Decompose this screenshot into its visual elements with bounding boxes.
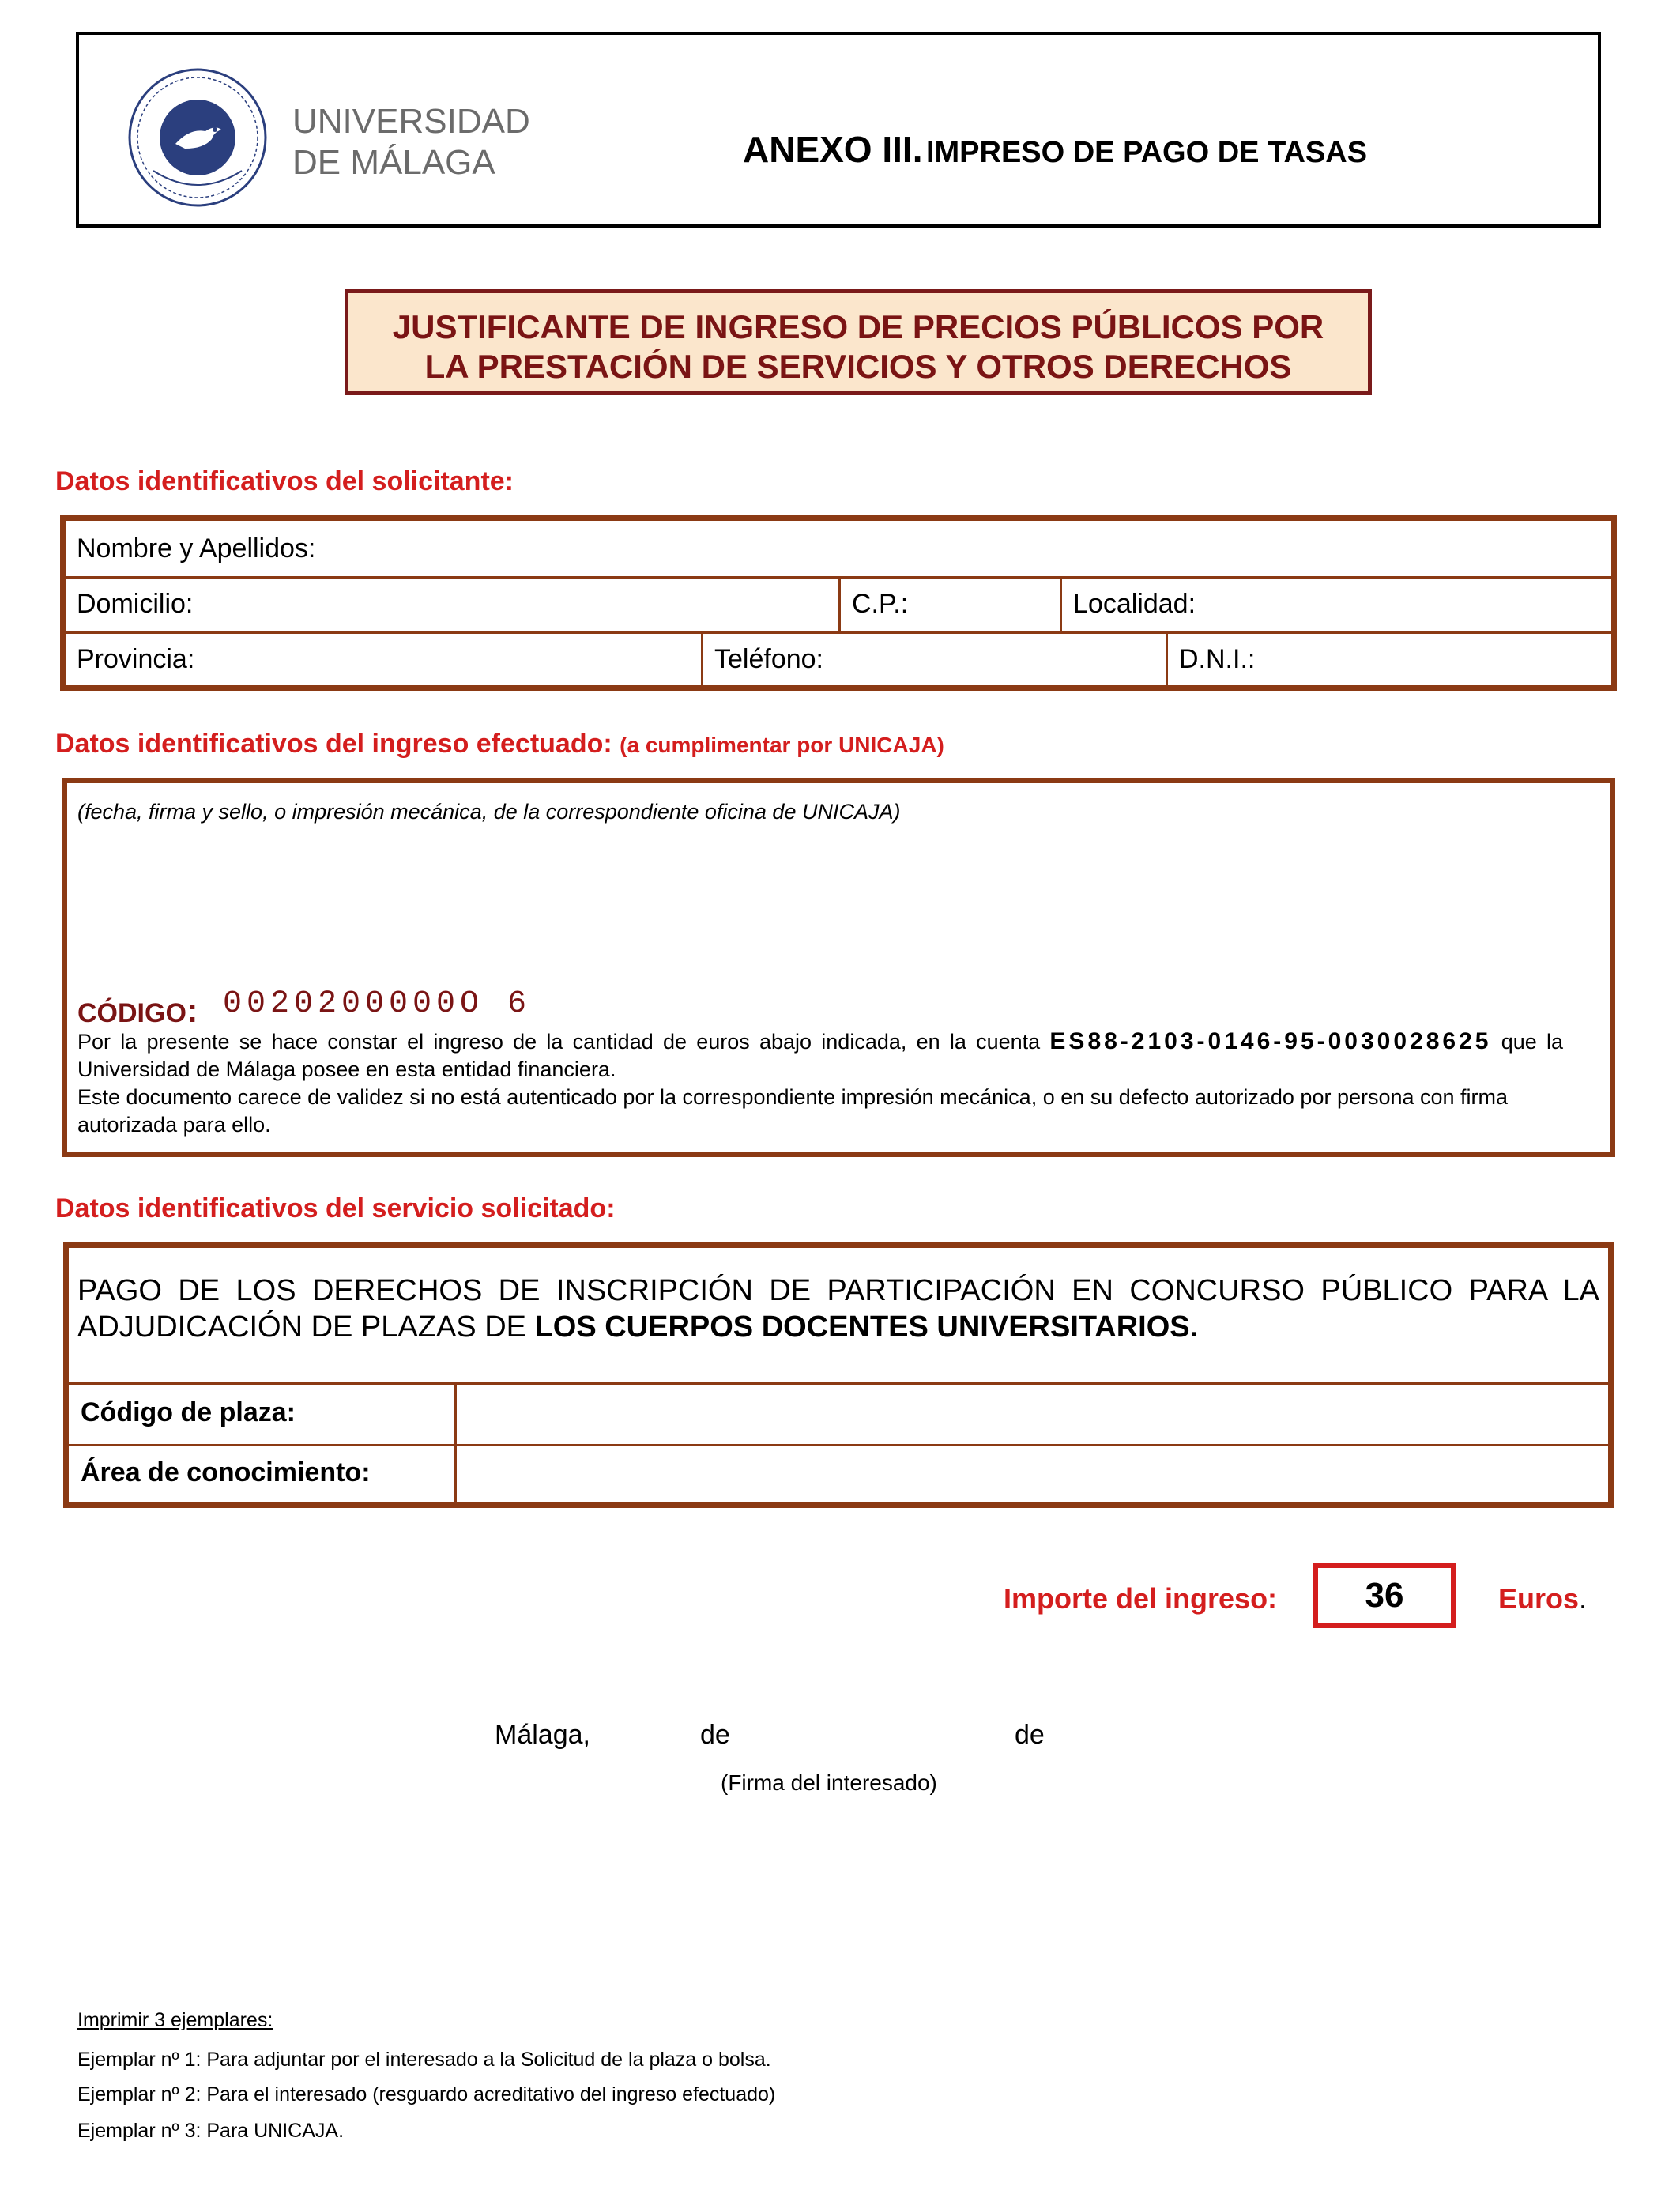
applicant-section-label: Datos identificativos del solicitante:: [55, 466, 514, 496]
account-text-after: que la Universidad de Málaga posee en esta entidad financiera.: [77, 1030, 1563, 1081]
importe-value: 36: [1313, 1563, 1456, 1628]
university-name: [292, 101, 530, 183]
footer-copy-2: Ejemplar nº 2: Para el interesado (resguardo acreditativo del ingreso efectuado): [77, 2083, 776, 2105]
signature-city: Málaga,: [495, 1720, 590, 1750]
codigo-label-text: CÓDIGO: [77, 998, 186, 1028]
provincia-field[interactable]: Provincia:: [77, 644, 195, 674]
area-conocimiento-input[interactable]: [457, 1446, 1606, 1503]
service-description: [77, 1272, 1599, 1345]
signature-caption: (Firma del interesado): [721, 1770, 937, 1795]
signature-de-1: de: [700, 1720, 730, 1750]
applicant-table: [60, 515, 1617, 691]
document-title-box: [345, 289, 1372, 395]
document-title-line2: LA PRESTACIÓN DE SERVICIOS Y OTROS DERECHOS: [424, 348, 1292, 385]
footer-copy-1: Ejemplar nº 1: Para adjuntar por el interesado a la Solicitud de la plaza o bolsa.: [77, 2049, 771, 2071]
currency-text: Euros: [1498, 1582, 1580, 1615]
domicilio-field[interactable]: Domicilio:: [77, 589, 194, 619]
area-conocimiento-label: Área de conocimiento:: [81, 1457, 371, 1487]
account-text-before: Por la presente se hace constar el ingreso de la cantidad de euros abajo indicada, en la cuenta: [77, 1030, 1050, 1054]
codigo-plaza-label: Código de plaza:: [81, 1397, 296, 1427]
university-name-line2: DE MÁLAGA: [292, 143, 495, 182]
service-description-plain: PAGO DE LOS DERECHOS DE INSCRIPCIÓN DE PARTICIPACIÓN EN CONCURSO PÚBLICO PARA LA ADJUDICACIÓN DE PLAZAS DE: [77, 1274, 1599, 1344]
service-section-label: Datos identificativos del servicio solicitado:: [55, 1193, 616, 1223]
ingreso-section-note: (a cumplimentar por UNICAJA): [620, 733, 944, 757]
localidad-field[interactable]: Localidad:: [1073, 589, 1196, 619]
codigo-colon: :: [186, 991, 198, 1030]
codigo-value: 0020200000O 6: [223, 986, 532, 1022]
service-description-bold: LOS CUERPOS DOCENTES UNIVERSITARIOS.: [534, 1310, 1199, 1344]
telefono-field[interactable]: Teléfono:: [714, 644, 823, 674]
bank-account-number: ES88-2103-0146-95-0030028625: [1049, 1028, 1492, 1054]
signature-de-2: de: [1015, 1720, 1045, 1750]
ingreso-section-title: Datos identificativos del ingreso efectuado:: [55, 729, 612, 759]
stamp-note: (fecha, firma y sello, o impresión mecánica, de la correspondiente oficina de UNICAJA): [77, 800, 901, 824]
footer-copy-3: Ejemplar nº 3: Para UNICAJA.: [77, 2120, 345, 2142]
dni-field[interactable]: D.N.I.:: [1179, 644, 1256, 674]
currency-label: [1498, 1582, 1587, 1615]
annex-title: [743, 128, 1367, 171]
codigo-plaza-input[interactable]: [457, 1385, 1606, 1443]
university-name-line1: UNIVERSIDAD: [292, 102, 530, 141]
currency-period: .: [1579, 1582, 1588, 1615]
importe-label: Importe del ingreso:: [1004, 1582, 1278, 1615]
document-title-line1: JUSTIFICANTE DE INGRESO DE PRECIOS PÚBLICOS POR: [392, 308, 1324, 345]
nombre-field[interactable]: Nombre y Apellidos:: [77, 533, 316, 564]
annex-rest: IMPRESO DE PAGO DE TASAS: [925, 136, 1368, 169]
university-seal-logo: [126, 66, 269, 209]
annex-prefix: ANEXO III.: [743, 129, 923, 170]
account-text: [77, 1027, 1563, 1139]
ingreso-section-label: [55, 729, 944, 760]
validity-note: Este documento carece de validez si no está autenticado por la correspondiente impresión mecánica, o en su defecto autorizado por persona con firma autorizada para ello.: [77, 1085, 1509, 1137]
footer-title: Imprimir 3 ejemplares:: [77, 2009, 273, 2031]
codigo-label: [77, 991, 198, 1031]
cp-field[interactable]: C.P.:: [852, 589, 909, 619]
